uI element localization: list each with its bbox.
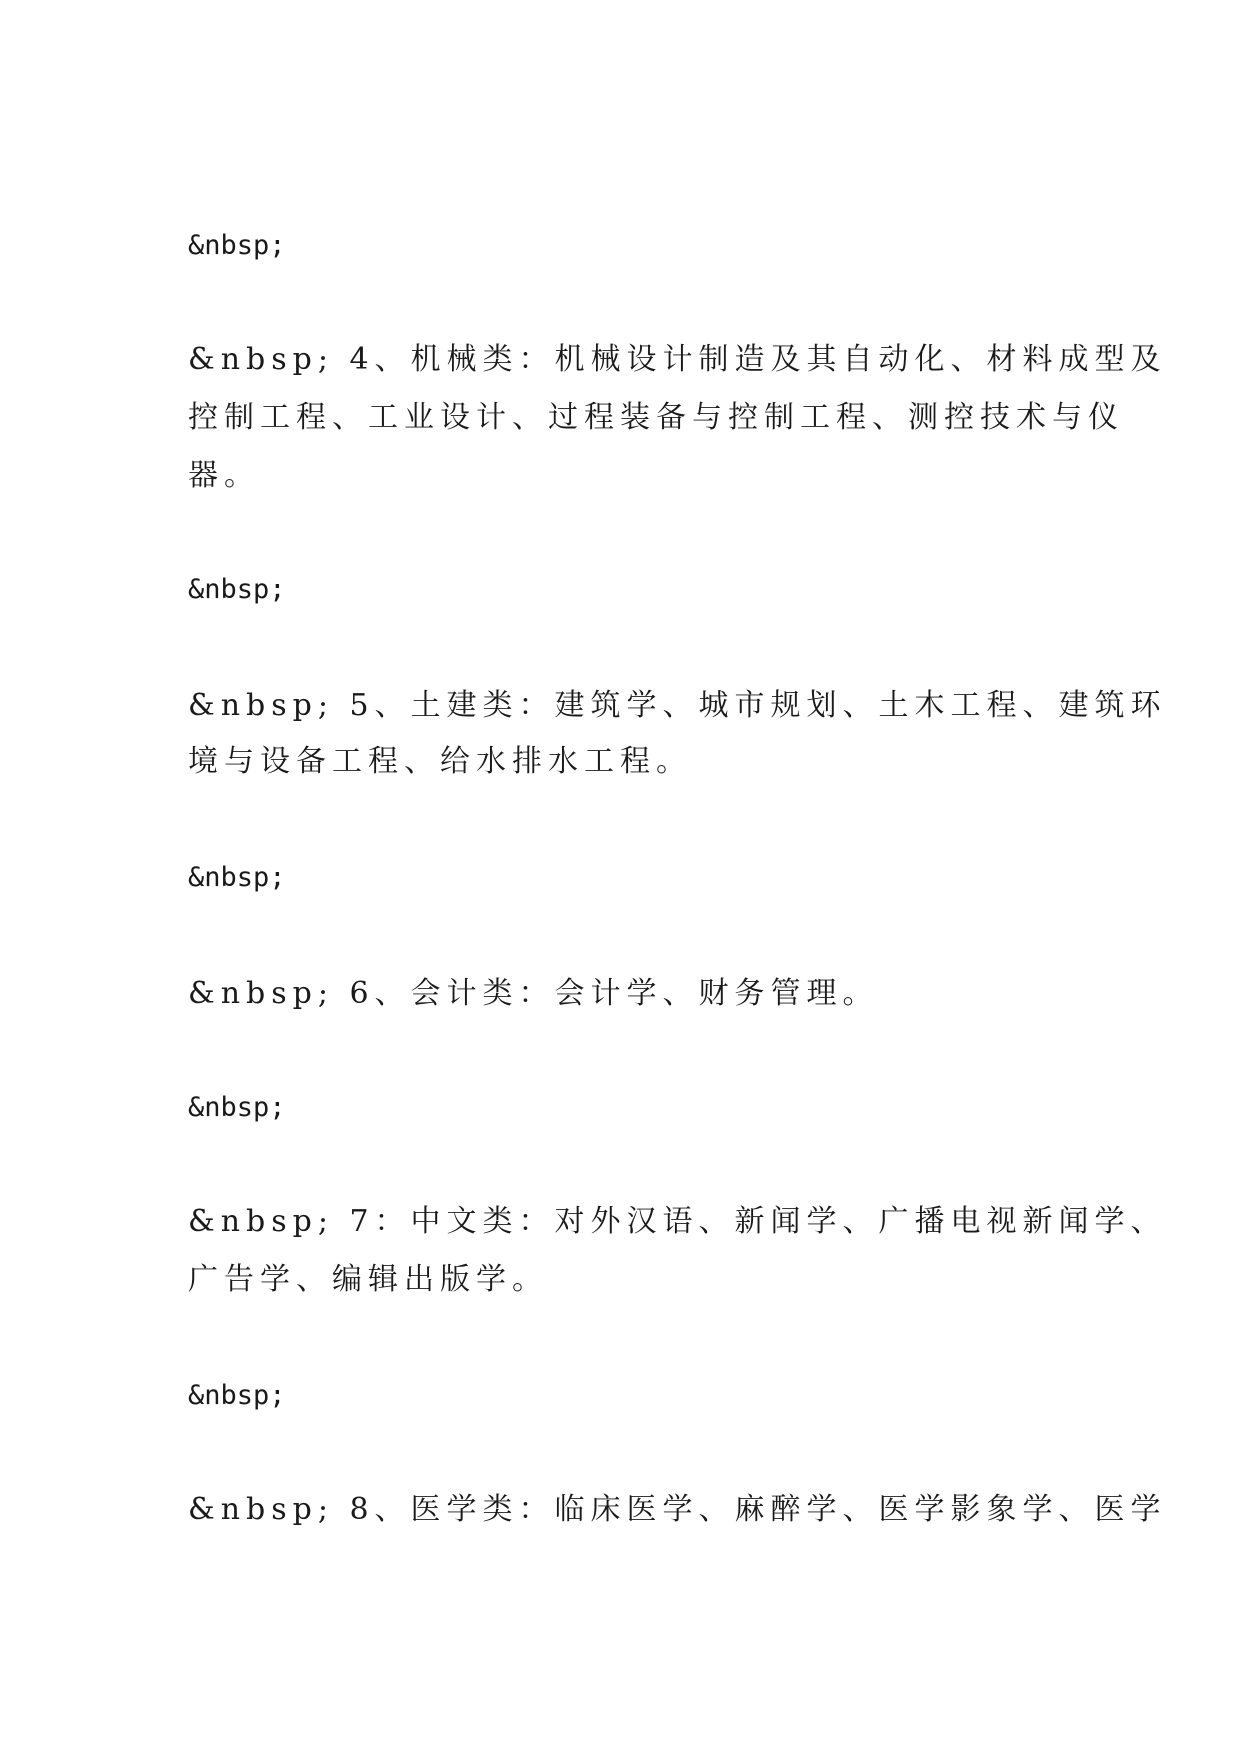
paragraph-line-medical-1: &nbsp; 8、医学类：临床医学、麻醉学、医学影象学、医学 bbox=[188, 1492, 1167, 1527]
paragraph-line-civil-1: &nbsp; 5、土建类：建筑学、城市规划、土木工程、建筑环 bbox=[188, 688, 1167, 723]
spacer-line: &nbsp; bbox=[188, 1092, 286, 1123]
spacer-line: &nbsp; bbox=[188, 574, 286, 605]
spacer-line: &nbsp; bbox=[188, 230, 286, 261]
spacer-line: &nbsp; bbox=[188, 1380, 286, 1411]
spacer-line: &nbsp; bbox=[188, 862, 286, 893]
paragraph-line-mechanical-1: &nbsp; 4、机械类：机械设计制造及其自动化、材料成型及 bbox=[188, 342, 1167, 377]
paragraph-line-mechanical-2: 控制工程、工业设计、过程装备与控制工程、测控技术与仪 bbox=[188, 400, 1124, 435]
paragraph-line-civil-2: 境与设备工程、给水排水工程。 bbox=[188, 744, 692, 779]
paragraph-line-mechanical-3: 器。 bbox=[188, 458, 260, 493]
paragraph-line-chinese-1: &nbsp; 7：中文类：对外汉语、新闻学、广播电视新闻学、 bbox=[188, 1204, 1167, 1239]
paragraph-line-accounting: &nbsp; 6、会计类：会计学、财务管理。 bbox=[188, 976, 879, 1011]
paragraph-line-chinese-2: 广告学、编辑出版学。 bbox=[188, 1262, 548, 1297]
